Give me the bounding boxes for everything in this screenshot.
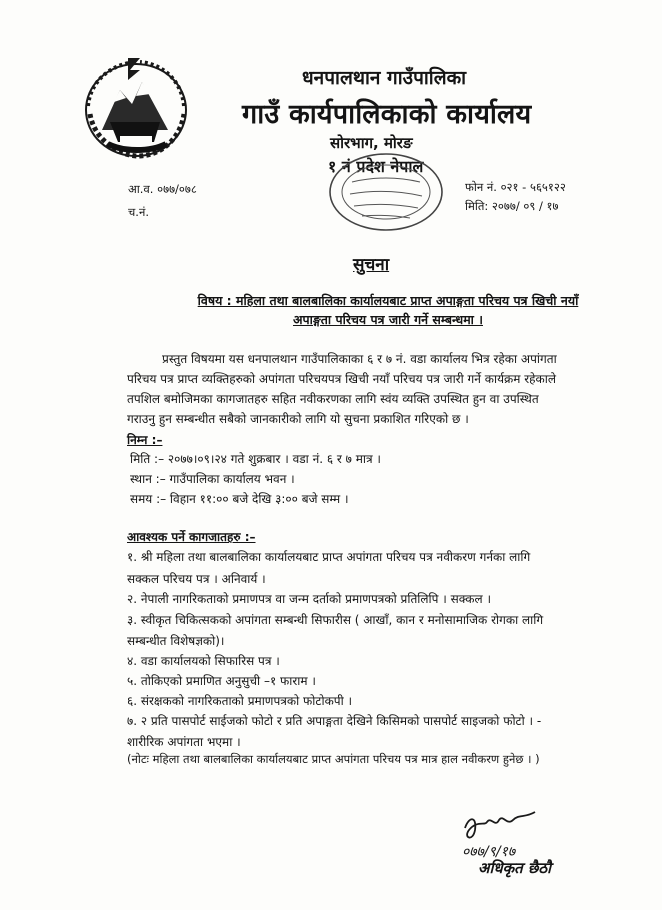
body-line: तपशिल बमोजिमका कागजातहरु सहित नवीकरणका लागि स्वंय व्यक्ति उपस्थित हुन वा उपस्थित [127, 392, 539, 406]
notice-note: (नोटः महिला तथा बालबालिका कार्यालयबाट प्राप्त अपांगता परिचय पत्र मात्र हाल नवीकरण हुनेछ । ) [127, 752, 540, 766]
documents-heading: आवश्यक पर्ने कागजातहरु :– [127, 530, 256, 544]
issue-date: मिति: २०७७/ ०९ / १७ [465, 199, 559, 213]
signature-date: ०७७/९/१७ [462, 844, 516, 860]
body-line: परिचय पत्र प्राप्त व्यक्तिहरुको अपांगता परिचयपत्र खिची नयाँ परिचय पत्र जारी गर्ने कार्यक्रम रहेकाले [127, 372, 556, 386]
schedule-place: स्थान :– गाउँपालिका कार्यालय भवन । [130, 472, 295, 486]
fiscal-year: आ.व. ०७७/०७८ [128, 182, 197, 196]
notice-subject [168, 291, 608, 329]
subject-line-2: अपाङ्गता परिचय पत्र जारी गर्ने सम्बन्धमा । [293, 312, 483, 327]
notice-title: सुचना [353, 255, 390, 275]
municipality-name: धनपालथान गाउँपालिका [302, 67, 467, 89]
signatory-title: अधिकृत छैठौ [478, 859, 551, 877]
schedule-time: समय :– विहान ११:०० बजे देखि ३:०० बजे सम्म । [130, 492, 349, 506]
document-line: ४. वडा कार्यालयको सिफारिस पत्र । [127, 654, 280, 668]
document-line: ७. २ प्रति पासपोर्ट साईजको फोटो र प्रति अपाङ्गता देखिने किसिमको पासपोर्ट साइजको फोटो । - [127, 714, 542, 728]
subject-line-1: विषय : महिला तथा बालबालिका कार्यालयबाट प्राप्त अपाङ्गता परिचय पत्र खिची नयाँ [197, 293, 579, 308]
body-line: प्रस्तुत विषयमा यस धनपालथान गाउँपालिकाका ६ र ७ नं. वडा कार्यालय भित्र रहेका अपांगता [162, 352, 557, 366]
nepal-emblem-icon [80, 52, 192, 160]
office-name: गाउँ कार्यपालिकाको कार्यालय [242, 99, 532, 130]
office-address: सोरभाग, मोरङ [330, 134, 413, 152]
document-line: ५. तोकिएको प्रमाणित अनुसुची –१ फाराम । [127, 674, 316, 688]
document-line: १. श्री महिला तथा बालबालिका कार्यालयबाट प्राप्त अपांगता परिचय पत्र नवीकरण गर्नका लागि [127, 550, 531, 564]
document-line: २. नेपाली नागरिकताको प्रमाणपत्र वा जन्म दर्ताको प्रमाणपत्रको प्रतिलिपि । सक्कल । [127, 592, 492, 606]
phone-number: फोन नं. ०२१ - ५६५१२२ [465, 180, 566, 194]
document-line: ३. स्वीकृत चिकित्सकको अपांगता सम्बन्धी सिफारीस ( आखाँ, कान र मनोसामाजिक रोगका लागि [127, 613, 544, 627]
body-line: गराउनु हुन सम्बन्धीत सबैको जानकारीको लागि यो सुचना प्रकाशित गरिएको छ । [127, 412, 469, 426]
office-stamp-icon [326, 152, 446, 240]
schedule-date: मिति :– २०७७।०९।२४ गते शुक्रबार । वडा नं. ६ र ७ मात्र । [130, 452, 381, 466]
office-province: १ नं प्रदेश नेपाल [328, 157, 424, 176]
reference-number: च.नं. [128, 205, 149, 219]
document-line: ६. संरक्षकको नागरिकताको प्रमाणपत्रको फोटोकपी । [127, 694, 353, 708]
document-line: सम्बन्धीत विशेषज्ञको)। [127, 634, 225, 648]
document-line: शारीरिक अपांगता भएमा । [127, 735, 241, 749]
document-line: सक्कल परिचय पत्र । अनिवार्य । [127, 572, 266, 586]
schedule-heading: निम्न :– [127, 433, 163, 447]
